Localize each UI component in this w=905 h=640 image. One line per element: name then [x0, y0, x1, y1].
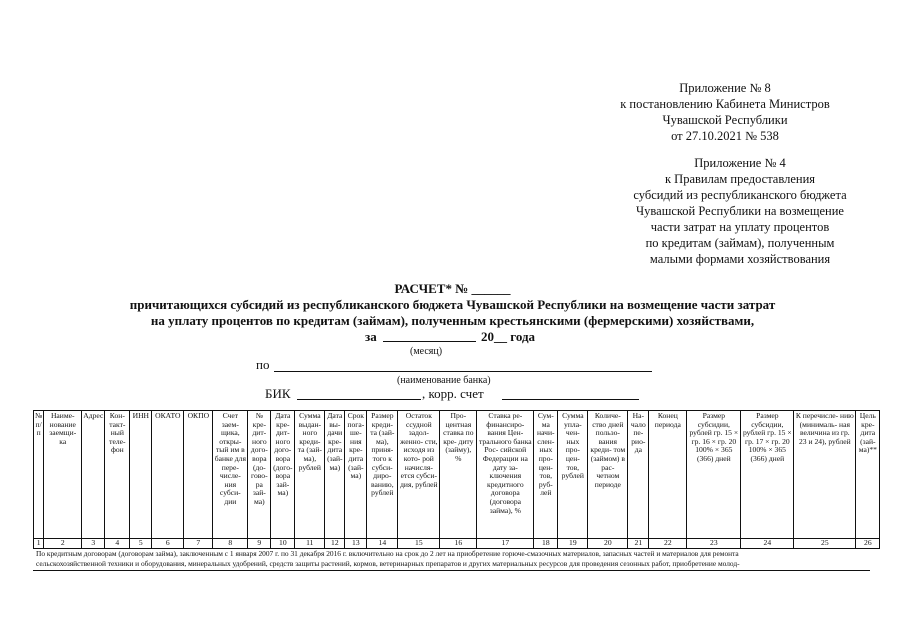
column-header: Адрес — [82, 411, 105, 539]
subsidy-calculation-table — [33, 410, 880, 549]
column-number: 14 — [367, 539, 398, 549]
column-header: ОКПО — [184, 411, 213, 539]
table-header-row — [34, 411, 880, 539]
column-number: 21 — [628, 539, 649, 549]
period-year: 20__ года — [481, 329, 536, 344]
column-header: Сумма выдан- ного креди- та (зай- ма), рублей — [295, 411, 325, 539]
bank-prefix: по — [256, 357, 270, 372]
column-header: Сумма упла- чен- ных про- цен- тов, рублей — [558, 411, 588, 539]
appendix-8-line: Приложение № 8 — [679, 81, 771, 95]
document-title-line-2: на уплату процентов по кредитам (займам), полученным крестьянскими (фермерскими) хозяйствами, — [150, 313, 755, 328]
column-number: 4 — [105, 539, 130, 549]
column-number-row — [34, 539, 880, 549]
column-header: Остаток ссудной задол- женно- сти, исходя из кото- рой начисля- ется субси- дия, рублей — [398, 411, 440, 539]
column-header: Дата кре- дит- ного дого- вора (дого- вора зай- ма) — [271, 411, 295, 539]
column-number: 3 — [82, 539, 105, 549]
table-note-line-2: сельскохозяйственной техники и оборудования, минеральных удобрений, средств защиты растений, кормов, ветеринарных препаратов и других материальных ресурсов для проведения сезонных работ, приобретение молод- — [36, 559, 740, 568]
column-number: 26 — [856, 539, 880, 549]
appendix-4-line: субсидий из республиканского бюджета — [633, 188, 847, 202]
column-number: 20 — [588, 539, 628, 549]
appendix-8-line: Чувашской Республики — [662, 113, 788, 127]
column-header: № п/п — [34, 411, 44, 539]
column-number: 22 — [649, 539, 687, 549]
column-header: Количе- ство дней пользо- вания креди- том (займом) в рас- четном периоде — [588, 411, 628, 539]
column-number: 5 — [130, 539, 152, 549]
appendix-8-block — [560, 80, 890, 144]
column-number: 25 — [794, 539, 856, 549]
column-number: 8 — [213, 539, 248, 549]
table-note-line-1: По кредитным договорам (договорам займа), заключенным с 1 января 2007 г. по 31 декабря 2016 г. включительно на срок до 2 лет на приобретение горюче-смазочных материалов, запасных частей и материалов для ремонта — [36, 549, 739, 558]
column-header: Про- центная ставка по кре- диту (займу), % — [440, 411, 477, 539]
column-header: На- чало пе- рио- да — [628, 411, 649, 539]
column-header: Ставка ре- финансиро- вания Цен- трального банка Рос- сийской Федерации на дату за- ключения кредитного договора (договора займа), % — [477, 411, 534, 539]
column-header: Размер субсидии, рублей гр. 15 × гр. 16 × гр. 20 100% × 365 (366) дней — [687, 411, 741, 539]
column-header: К перечисле- нию (минималь- ная величина из гр. 23 и 24), рублей — [794, 411, 856, 539]
column-header: ИНН — [130, 411, 152, 539]
bank-caption: (наименование банка) — [397, 375, 491, 386]
appendix-4-line: к Правилам предоставления — [664, 172, 816, 186]
column-number: 11 — [295, 539, 325, 549]
column-header: ОКАТО — [152, 411, 184, 539]
column-number: 24 — [741, 539, 794, 549]
period-prefix: за — [365, 329, 377, 344]
appendix-4-line: Приложение № 4 — [694, 156, 786, 170]
appendix-4-line: части затрат на уплату процентов — [650, 220, 830, 234]
column-number: 16 — [440, 539, 477, 549]
column-header: Размер креди- та (зай- ма), приня- того к субси- диро- ванию, рублей — [367, 411, 398, 539]
column-header: Конец периода — [649, 411, 687, 539]
bik-label: БИК — [265, 386, 291, 401]
column-number: 9 — [248, 539, 271, 549]
column-number: 1 — [34, 539, 44, 549]
column-number: 6 — [152, 539, 184, 549]
column-number: 2 — [44, 539, 82, 549]
column-number: 12 — [325, 539, 345, 549]
month-caption: (месяц) — [410, 346, 443, 357]
column-number: 18 — [534, 539, 558, 549]
appendix-8-line: к постановлению Кабинета Министров — [620, 97, 830, 111]
column-header: Дата вы- дачи кре- дита (зай- ма) — [325, 411, 345, 539]
appendix-4-line: малыми формами хозяйствования — [649, 252, 831, 266]
column-number: 7 — [184, 539, 213, 549]
column-header: Кон- такт- ный теле- фон — [105, 411, 130, 539]
column-header: Наиме- нование заемщи- ка — [44, 411, 82, 539]
column-header: № кре- дит- ного дого- вора (до- гово- ра зай- ма) — [248, 411, 271, 539]
appendix-8-line: от 27.10.2021 № 538 — [671, 129, 779, 143]
appendix-4-block — [575, 155, 905, 267]
column-number: 17 — [477, 539, 534, 549]
column-number: 15 — [398, 539, 440, 549]
bik-blank-line — [297, 399, 421, 400]
appendix-4-line: Чувашской Республики на возмещение — [636, 204, 844, 218]
column-header: Сум- ма начи- слен- ных про- цен- тов, руб- лей — [534, 411, 558, 539]
bank-name-blank-line — [274, 371, 652, 372]
column-header: Размер субсидии, рублей гр. 15 × гр. 17 × гр. 20 100% × 365 (366) дней — [741, 411, 794, 539]
month-blank-line — [383, 341, 476, 342]
account-label: , корр. счет — [422, 386, 484, 401]
appendix-4-line: по кредитам (займам), полученным — [645, 236, 835, 250]
note-separator-line — [33, 570, 870, 571]
column-number: 13 — [345, 539, 367, 549]
column-number: 23 — [687, 539, 741, 549]
column-number: 19 — [558, 539, 588, 549]
document-title-line-1: причитающихся субсидий из республиканского бюджета Чувашской Республики на возмещение части затрат — [129, 297, 776, 312]
column-header: Срок пога- ше- ния кре- дита (зай- ма) — [345, 411, 367, 539]
account-blank-line — [502, 399, 639, 400]
document-heading: РАСЧЕТ* № ______ — [394, 281, 511, 296]
column-header: Счет заем- щика, откры- тый им в банке для пере- числе- ния субси- дии — [213, 411, 248, 539]
column-header: Цель кре- дита (зай- ма)** — [856, 411, 880, 539]
column-number: 10 — [271, 539, 295, 549]
